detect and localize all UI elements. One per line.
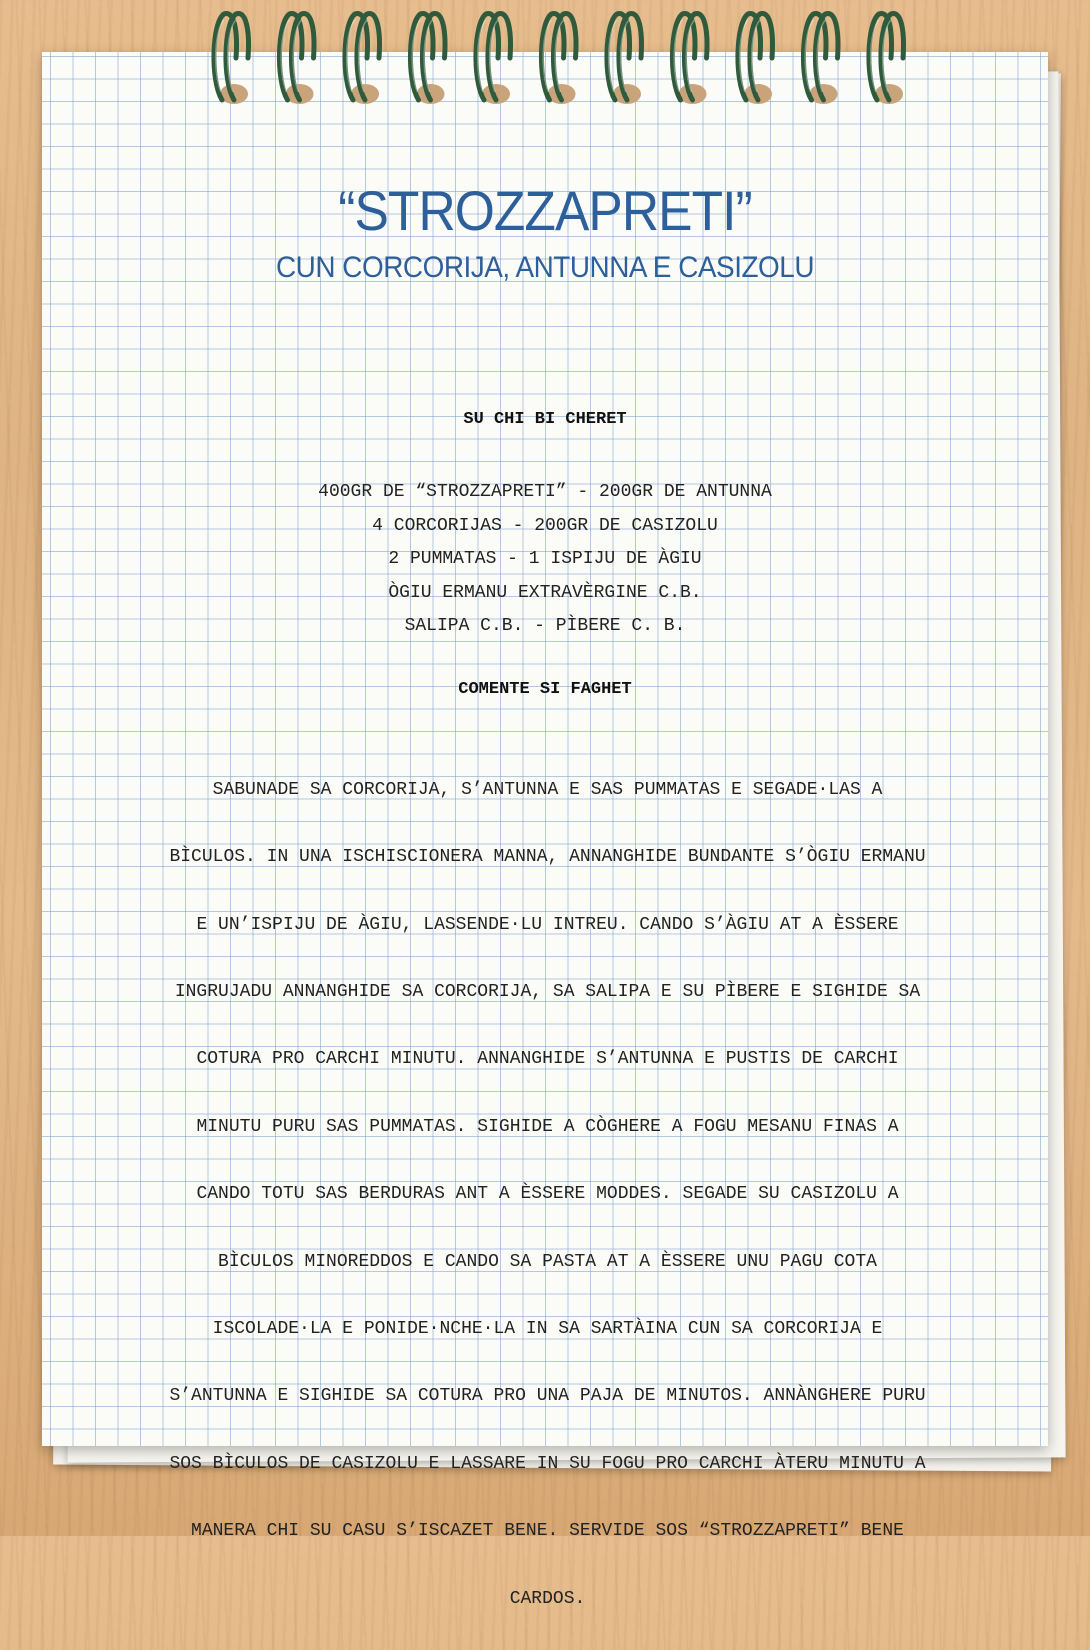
method-line: COTURA PRO CARCHI MINUTU. ANNANGHIDE S’ANTUNNA E PUSTIS DE CARCHI <box>196 1049 899 1070</box>
method-line: E UN’ISPIJU DE ÀGIU, LASSENDE·LU INTREU. CANDO S’ÀGIU AT A ÈSSERE <box>196 914 899 935</box>
method-line: BÌCULOS. IN UNA ISCHISCIONERA MANNA, ANNANGHIDE BUNDANTE S’ÒGIU ERMANU <box>169 847 926 868</box>
method-line: CANDO TOTU SAS BERDURAS ANT A ÈSSERE MODDES. SEGADE SU CASIZOLU A <box>196 1184 899 1205</box>
recipe-title: “STROZZAPRETI” <box>338 179 752 242</box>
method-heading: COMENTE SI FAGHET <box>458 680 632 699</box>
method-line: INGRUJADU ANNANGHIDE SA CORCORIJA, SA SALIPA E SU PÌBERE E SIGHIDE SA <box>174 981 921 1002</box>
ingredient-line: 400GR DE “STROZZAPRETI” - 200GR DE ANTUNNA <box>318 482 772 502</box>
method-line: ISCOLADE·LA E PONIDE·NCHE·LA IN SA SARTÀINA CUN SA CORCORIJA E <box>212 1318 883 1339</box>
ingredients-heading: SU CHI BI CHERET <box>463 410 627 429</box>
method-line: MINUTU PURU SAS PUMMATAS. SIGHIDE A CÒGHERE A FOGU MESANU FINAS A <box>196 1116 899 1137</box>
method-line: CARDOS. <box>509 1588 586 1609</box>
method-line: MANERA CHI SU CASU S’ISCAZET BENE. SERVIDE SOS “STROZZAPRETI” BENE <box>191 1521 904 1542</box>
method-line: SABUNADE SA CORCORIJA, S’ANTUNNA E SAS PUMMATAS E SEGADE·LAS A <box>212 779 883 800</box>
ingredient-line: SALIPA C.B. - PÌBERE C. B. <box>404 616 686 637</box>
ingredients-list <box>0 476 1090 644</box>
method-line: BÌCULOS MINOREDDOS E CANDO SA PASTA AT A ÈSSERE UNU PAGU COTA <box>218 1251 877 1272</box>
method-text <box>110 740 985 1650</box>
ingredient-line: ÒGIU ERMANU EXTRAVÈRGINE C.B. <box>388 582 702 603</box>
method-line: SOS BÌCULOS DE CASIZOLU E LASSARE IN SU FOGU PRO CARCHI ÀTERU MINUTU A <box>169 1453 926 1474</box>
ingredient-line: 2 PUMMATAS - 1 ISPIJU DE ÀGIU <box>388 549 702 570</box>
method-line: S’ANTUNNA E SIGHIDE SA COTURA PRO UNA PAJA DE MINUTOS. ANNÀNGHERE PURU <box>169 1386 926 1407</box>
recipe-subtitle: CUN CORCORIJA, ANTUNNA E CASIZOLU <box>275 251 815 284</box>
ingredient-line: 4 CORCORIJAS - 200GR DE CASIZOLU <box>372 515 718 536</box>
